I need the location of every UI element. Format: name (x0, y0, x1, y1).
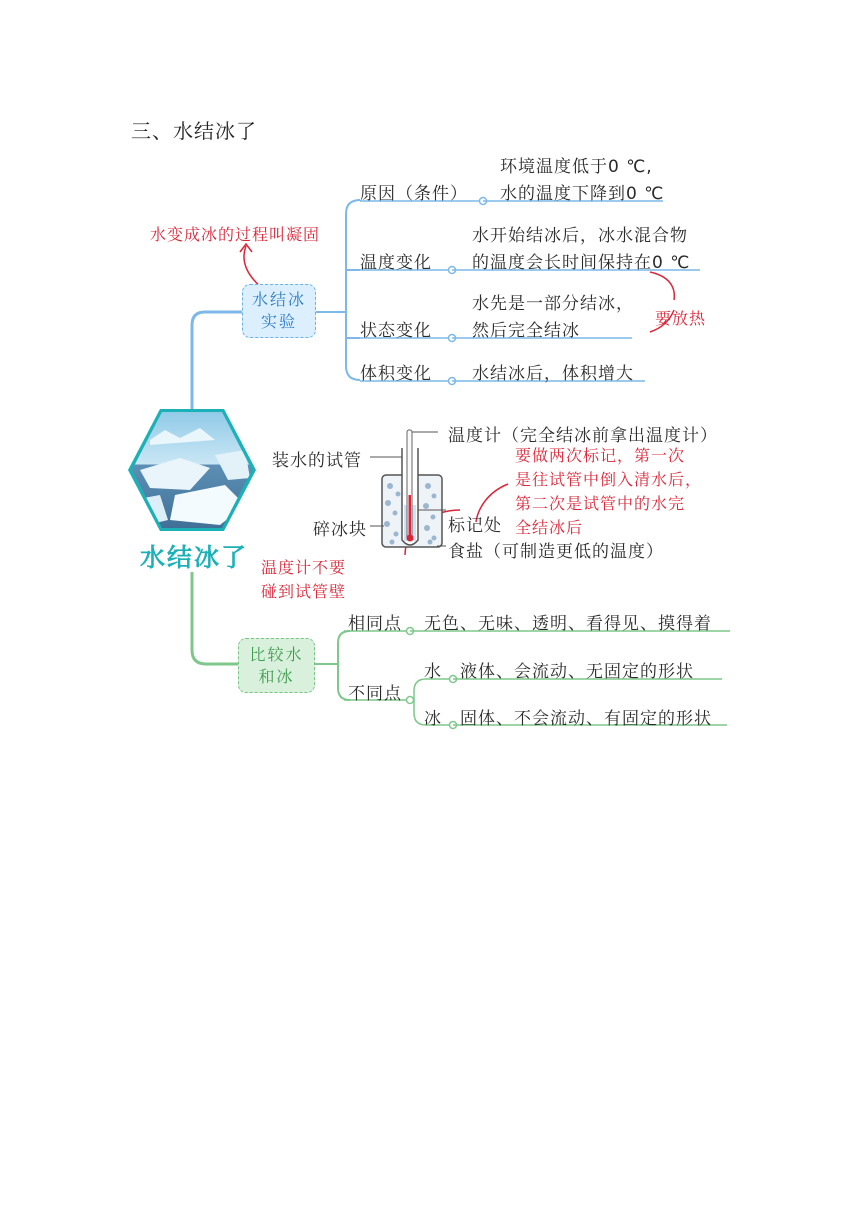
salt-label: 食盐（可制造更低的温度） (448, 542, 664, 562)
test-tube-label: 装水的试管 (272, 451, 362, 471)
branch-temperature-text-1: 水开始结冰后，冰水混合物 (472, 226, 688, 246)
branch-volume-text: 水结冰后，体积增大 (472, 364, 634, 384)
branch-state-text-2: 然后完全结冰 (472, 321, 580, 341)
diff-ice-text: 固体、不会流动、有固定的形状 (460, 709, 712, 729)
branch-state-text-1: 水先是一部分结冰， (472, 294, 634, 314)
compare-node (238, 638, 315, 693)
mark-note-1: 要做两次标记，第一次 (515, 446, 686, 465)
center-title: 水结冰了 (140, 543, 249, 572)
compare-label-line1: 比较水 (249, 644, 304, 664)
branch-cause-label: 原因（条件） (360, 184, 468, 204)
mark-note-3: 第二次是试管中的水完 (515, 494, 686, 513)
diff-water-subject: 水 (424, 662, 442, 682)
branch-state-label: 状态变化 (360, 321, 432, 341)
heat-release-note: 要放热 (655, 309, 707, 328)
mark-note-4: 全结冰后 (515, 518, 584, 537)
experiment-label-line1: 水结冰 (251, 290, 306, 309)
section-heading: 三、水结冰了 (131, 119, 257, 143)
branch-volume-label: 体积变化 (360, 364, 432, 384)
thermometer-label: 温度计（完全结冰前拿出温度计） (448, 426, 718, 446)
same-label: 相同点 (348, 614, 402, 634)
diff-ice-subject: 冰 (424, 709, 442, 729)
same-text: 无色、无味、透明、看得见、摸得着 (424, 614, 712, 634)
wall-note-2: 碰到试管壁 (261, 582, 347, 601)
diff-water-text: 液体、会流动、无固定的形状 (460, 662, 694, 682)
experiment-node (242, 284, 316, 338)
mark-label: 标记处 (448, 516, 502, 536)
branch-cause-text-2: 水的温度下降到0 ℃ (500, 184, 665, 204)
crushed-ice-label: 碎冰块 (313, 520, 367, 540)
branch-cause-text-1: 环境温度低于0 ℃, (500, 157, 653, 177)
compare-label-line2: 和冰 (258, 666, 295, 686)
solidification-note: 水变成冰的过程叫凝固 (150, 225, 321, 244)
experiment-label-line2: 实验 (260, 312, 297, 331)
branch-temperature-label: 温度变化 (360, 253, 432, 273)
branch-temperature-text-2: 的温度会长时间保持在0 ℃ (472, 253, 691, 273)
mark-note-2: 是往试管中倒入清水后， (515, 470, 703, 489)
wall-note-1: 温度计不要 (261, 558, 347, 577)
diff-label: 不同点 (348, 684, 402, 704)
